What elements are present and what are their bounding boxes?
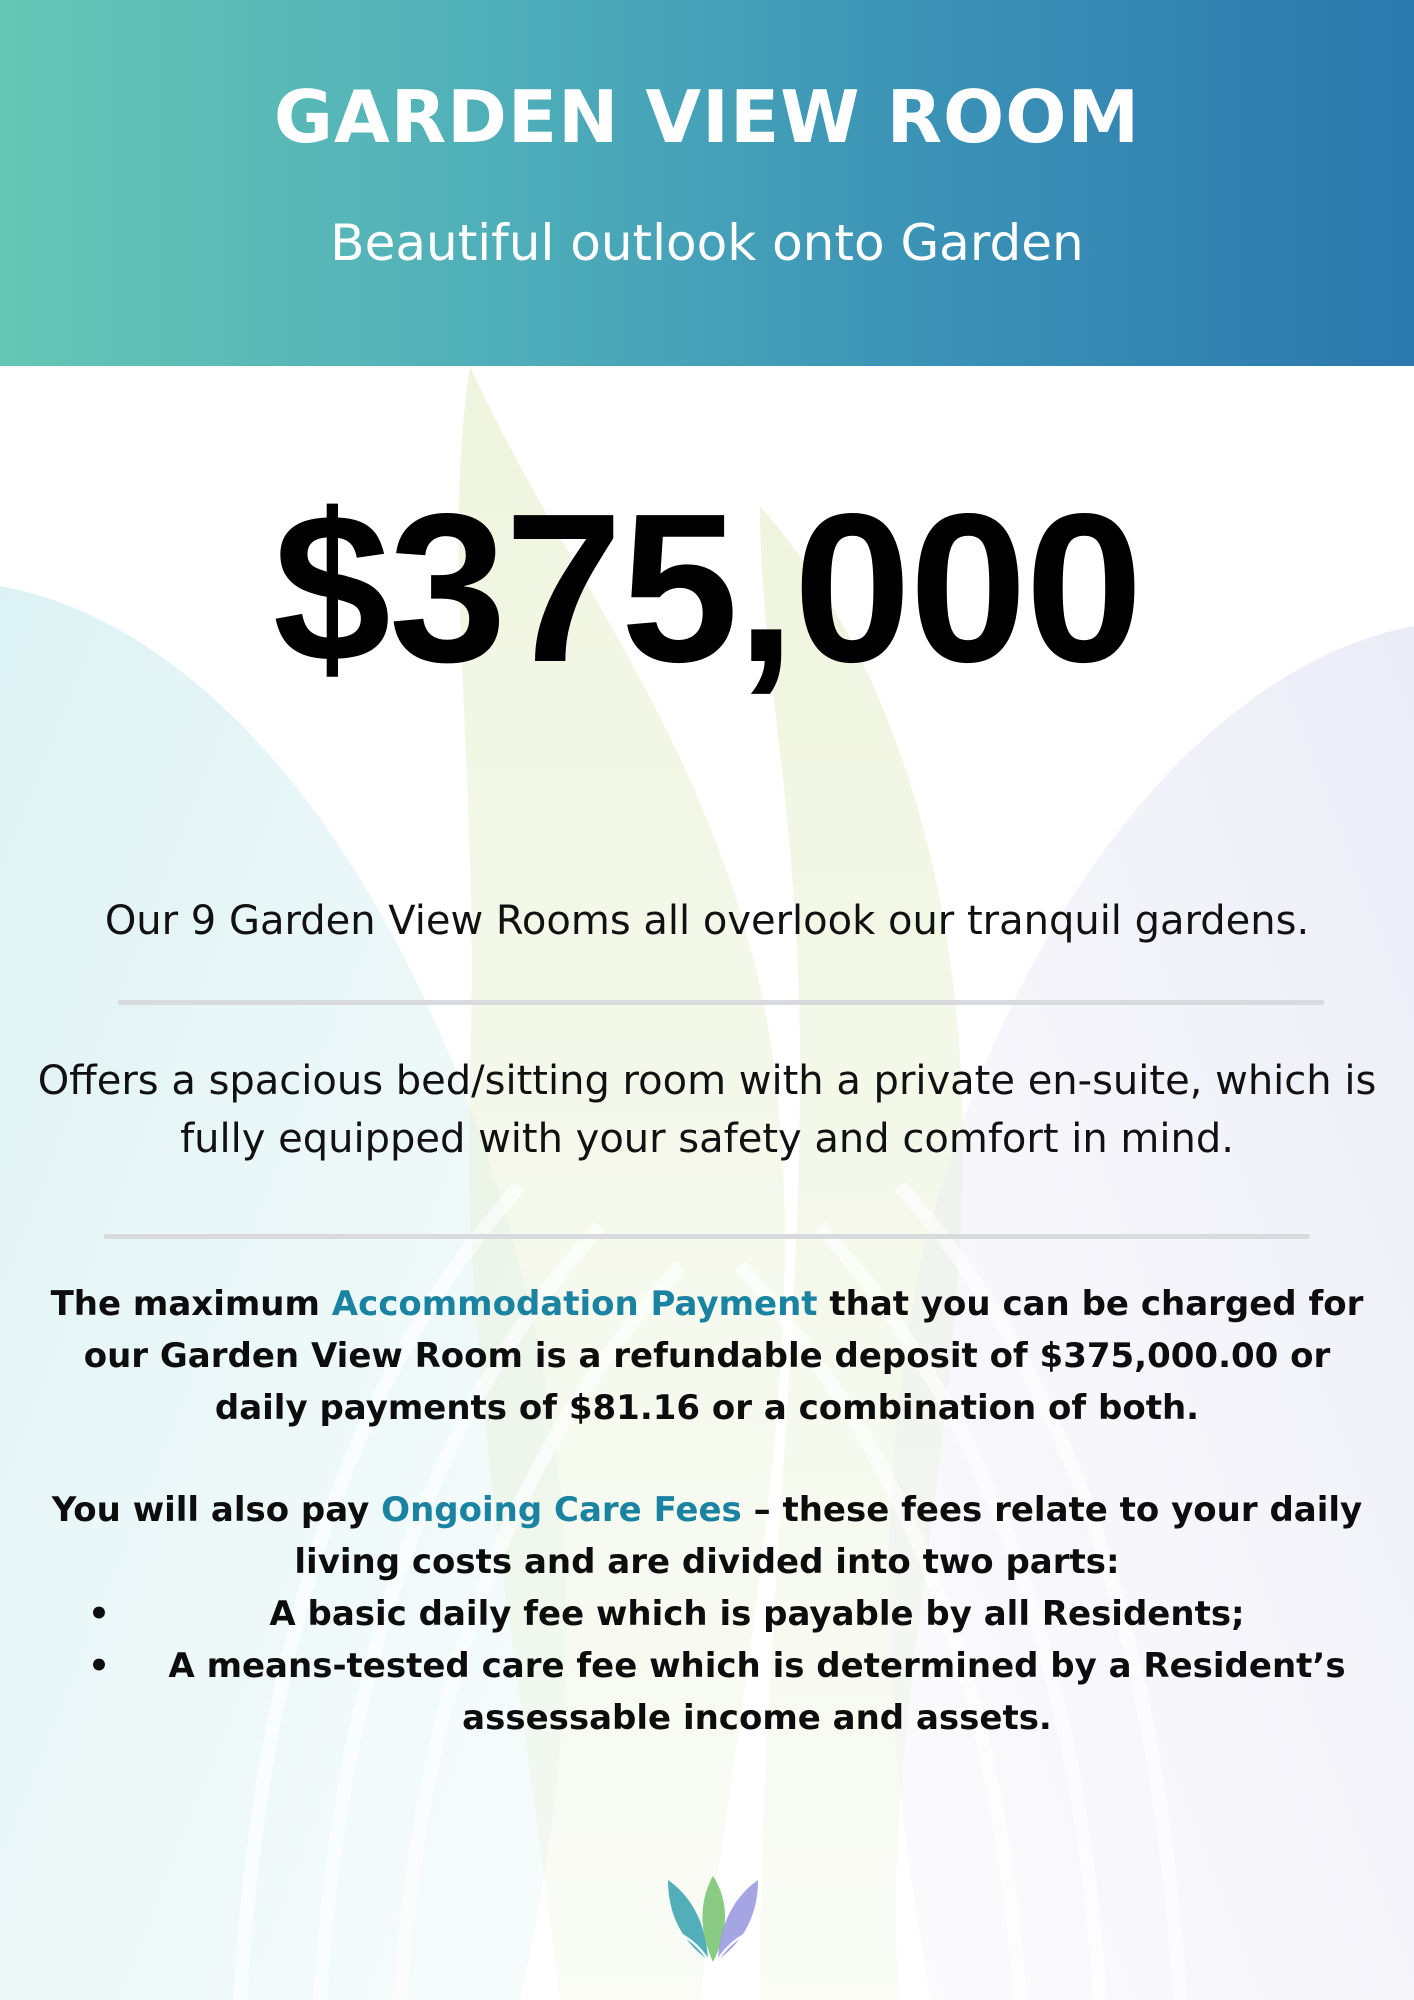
care-fees-text-after: – these fees relate to your daily living costs and are divided into two parts: [294, 1490, 1363, 1582]
divider [118, 1000, 1324, 1005]
leaf-logo-icon [658, 1874, 768, 1964]
room-price: $375,000 [272, 469, 1142, 706]
accommodation-payment-highlight: Accommodation Payment [331, 1284, 818, 1324]
bullet-dot-icon: • [88, 1594, 110, 1634]
page-subtitle: Beautiful outlook onto Garden [330, 214, 1084, 272]
rooms-overview-text: Our 9 Garden View Rooms all overlook our tranquil gardens. [104, 898, 1310, 944]
care-fees-text [40, 1484, 1374, 1588]
accommodation-text-before: The maximum [50, 1284, 332, 1324]
care-fees-text-before: You will also pay [51, 1490, 382, 1530]
accommodation-payment-text [40, 1278, 1374, 1434]
bullet-dot-icon: • [88, 1646, 110, 1686]
list-item-text: A means-tested care fee which is determined by a Resident’s assessable income and assets. [168, 1646, 1346, 1738]
list-item [84, 1588, 1374, 1640]
room-features-text: Offers a spacious bed/sitting room with a private en-suite, which is fully equipped with your safety and comfort in mind. [37, 1058, 1377, 1162]
list-item [84, 1640, 1374, 1744]
list-item-text: A basic daily fee which is payable by all Residents; [269, 1594, 1245, 1634]
divider [104, 1234, 1310, 1239]
page-title: GARDEN VIEW ROOM [273, 75, 1141, 159]
care-fees-highlight: Ongoing Care Fees [381, 1490, 742, 1530]
accommodation-text-after: that you can be charged for our Garden View Room is a refundable deposit of $375,000.00 or daily payments of $81.16 or a combination of both. [83, 1284, 1364, 1428]
care-fees-list [84, 1588, 1374, 1744]
